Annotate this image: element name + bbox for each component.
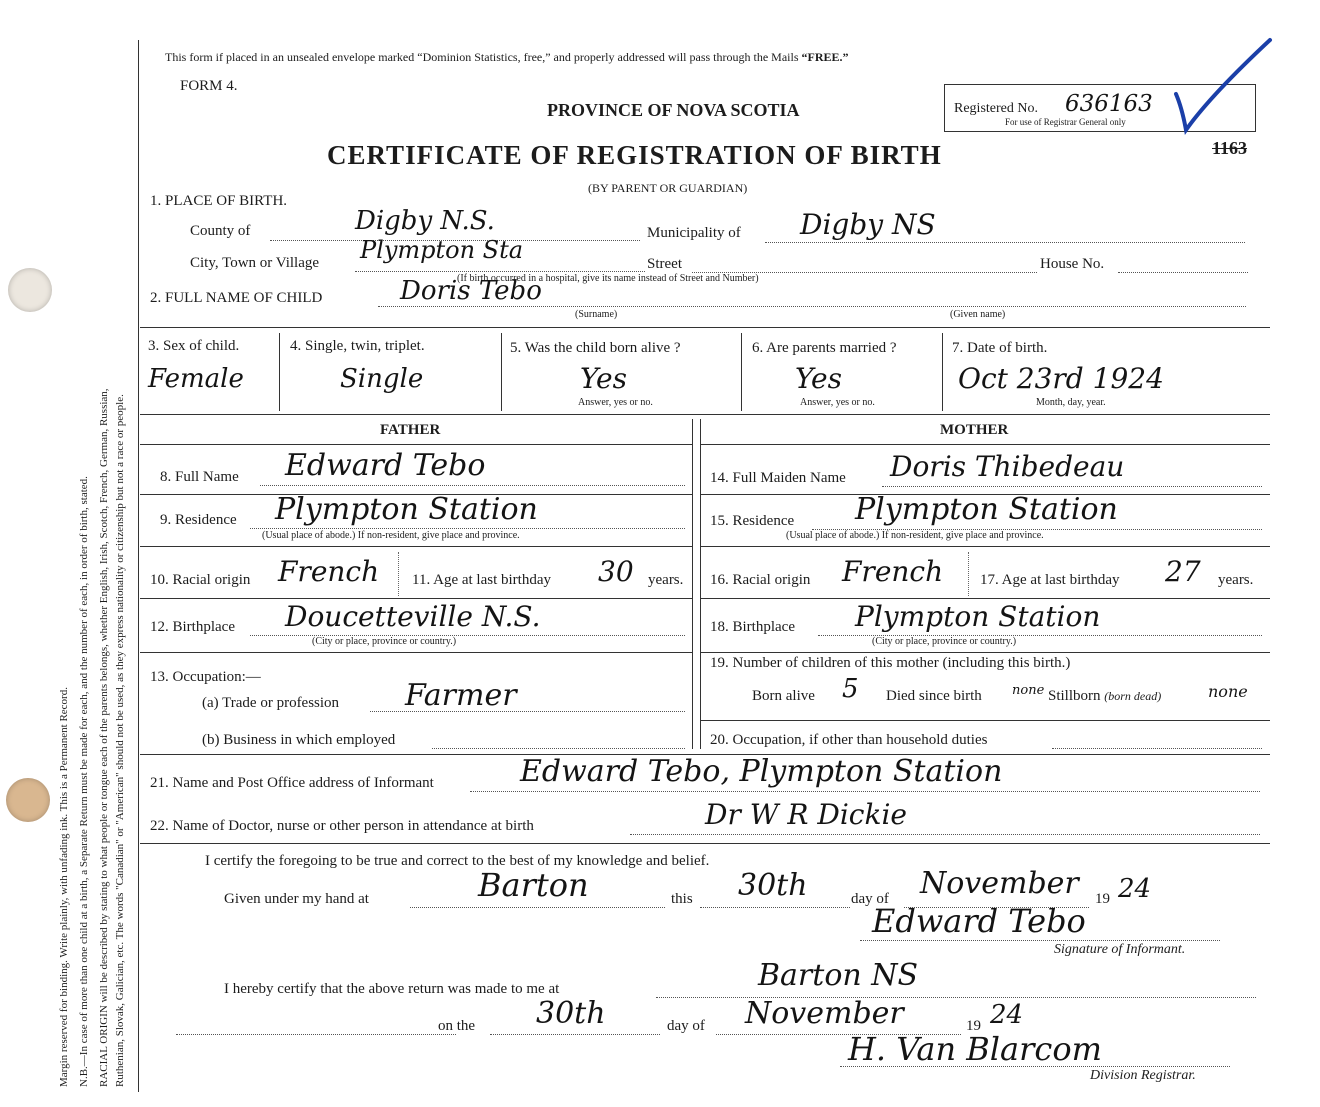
mother-years: years. xyxy=(1218,572,1254,588)
informant-label: 21. Name and Post Office address of Informant xyxy=(150,775,434,791)
born-alive-label: Born alive xyxy=(752,688,815,704)
registrar-use-note: For use of Registrar General only xyxy=(1005,117,1126,127)
died-value: none xyxy=(1012,683,1045,698)
municipality-label: Municipality of xyxy=(647,225,741,241)
informant-signature-label: Signature of Informant. xyxy=(1054,942,1186,957)
registrar-signature-label: Division Registrar. xyxy=(1090,1068,1196,1083)
father-residence-value: Plympton Station xyxy=(275,492,538,527)
mother-residence-note: (Usual place of abode.) If non-resident, give place and province. xyxy=(786,530,1044,541)
mother-occupation-label: 20. Occupation, if other than household duties xyxy=(710,732,988,748)
father-age-label: 11. Age at last birthday xyxy=(412,572,551,588)
father-name-value: Edward Tebo xyxy=(285,448,486,483)
registrar-statement: I hereby certify that the above return was made to me at xyxy=(224,981,560,997)
registrar-day-of: day of xyxy=(667,1018,705,1034)
dob-value: Oct 23rd 1924 xyxy=(958,362,1164,395)
left-border xyxy=(138,40,139,1092)
city-label: City, Town or Village xyxy=(190,255,320,271)
father-birthplace-label: 12. Birthplace xyxy=(150,619,235,635)
street-label: Street xyxy=(647,256,682,272)
father-age-value: 30 xyxy=(598,555,634,588)
mother-age-value: 27 xyxy=(1165,555,1201,588)
county-label: County of xyxy=(190,223,251,239)
child-name-label: 2. FULL NAME OF CHILD xyxy=(150,290,323,306)
married-label: 6. Are parents married ? xyxy=(752,340,897,356)
father-birthplace-value: Doucetteville N.S. xyxy=(285,600,541,633)
dob-note: Month, day, year. xyxy=(1036,397,1106,408)
mail-note xyxy=(165,50,849,65)
page-subtitle: (BY PARENT OR GUARDIAN) xyxy=(588,181,748,195)
municipality-value: Digby NS xyxy=(800,208,936,241)
place-heading: 1. PLACE OF BIRTH. xyxy=(150,193,288,209)
mother-heading: MOTHER xyxy=(940,422,1009,438)
mail-note-free: “FREE.” xyxy=(801,50,849,64)
mother-age-label: 17. Age at last birthday xyxy=(980,572,1120,588)
mother-residence-label: 15. Residence xyxy=(710,513,795,529)
given-place: Barton xyxy=(478,866,589,904)
given-name-label: (Given name) xyxy=(950,309,1006,320)
margin-note-multiple-births: N.B.—In case of more than one child at a birth, a Separate Return must be made for each, and the number of each, in order of birth, stated. xyxy=(78,476,90,1087)
registered-value: 636163 xyxy=(1065,91,1153,117)
plurality-label: 4. Single, twin, triplet. xyxy=(290,338,425,354)
informant-signature: Edward Tebo xyxy=(872,902,1086,940)
hospital-note: (If birth occurred in a hospital, give its name instead of Street and Number) xyxy=(457,273,759,284)
given-year-suffix: 24 xyxy=(1118,874,1152,904)
mother-residence-value: Plympton Station xyxy=(855,492,1118,527)
mother-children-label: 19. Number of children of this mother (including this birth.) xyxy=(710,655,1071,671)
given-month: November xyxy=(920,866,1079,901)
check-mark-icon xyxy=(1170,36,1280,136)
registrar-place: Barton NS xyxy=(758,958,919,993)
certify-statement: I certify the foregoing to be true and correct to the best of my knowledge and belief. xyxy=(205,853,710,869)
father-trade-label: (a) Trade or profession xyxy=(202,695,340,711)
registrar-signature: H. Van Blarcom xyxy=(848,1030,1102,1068)
form-number: FORM 4. xyxy=(180,78,238,94)
sex-value: Female xyxy=(148,364,244,394)
dob-label: 7. Date of birth. xyxy=(952,340,1048,356)
margin-notes xyxy=(0,0,140,1107)
mother-name-label: 14. Full Maiden Name xyxy=(710,470,846,486)
city-value: Plympton Sta xyxy=(360,236,524,264)
stillborn-value: none xyxy=(1208,682,1248,701)
married-value: Yes xyxy=(795,362,842,395)
plurality-value: Single xyxy=(340,364,424,394)
died-label: Died since birth xyxy=(886,688,982,704)
father-trade-value: Farmer xyxy=(405,678,517,713)
child-name-value: Doris Tebo xyxy=(400,276,542,306)
given-year-prefix: 19 xyxy=(1095,891,1110,907)
registered-label: Registered No. xyxy=(954,101,1038,116)
alive-answer-note: Answer, yes or no. xyxy=(578,397,653,408)
house-label: House No. xyxy=(1040,256,1105,272)
father-business-label: (b) Business in which employed xyxy=(202,732,396,748)
father-occupation-label: 13. Occupation:— xyxy=(150,669,261,685)
margin-note-binding: Margin reserved for binding. Write plainly, with unfading ink. This is a Permanent Record. xyxy=(58,687,70,1087)
father-racial-value: French xyxy=(278,555,380,588)
doctor-value: Dr W R Dickie xyxy=(705,798,907,831)
father-birthplace-note: (City or place, province or country.) xyxy=(312,636,457,647)
registrar-year-prefix: 19 xyxy=(966,1018,981,1034)
father-years: years. xyxy=(648,572,684,588)
margin-note-racial-origin-cont: Ruthenian, Slovak, Galician, etc. The words "Canadian" or "American" should not be used, as they express nationality or citizenship but not a race or people. xyxy=(114,394,126,1087)
mother-birthplace-label: 18. Birthplace xyxy=(710,619,795,635)
father-heading: FATHER xyxy=(380,422,441,438)
sex-label: 3. Sex of child. xyxy=(148,338,240,354)
corner-number: 1163 xyxy=(1212,138,1248,158)
mother-racial-value: French xyxy=(842,555,944,588)
registrar-day: 30th xyxy=(536,996,606,1031)
informant-value: Edward Tebo, Plympton Station xyxy=(520,754,1003,789)
stillborn-note: (born dead) xyxy=(1104,689,1162,703)
father-racial-label: 10. Racial origin xyxy=(150,572,251,588)
stillborn-label xyxy=(1048,688,1161,705)
stillborn-label-text: Stillborn xyxy=(1048,688,1101,704)
surname-label: (Surname) xyxy=(575,309,618,320)
on-the-label: on the xyxy=(438,1018,476,1034)
given-day: 30th xyxy=(738,868,808,903)
alive-value: Yes xyxy=(580,362,627,395)
mother-name-value: Doris Thibedeau xyxy=(890,450,1125,483)
given-day-of: day of xyxy=(851,891,889,907)
father-name-label: 8. Full Name xyxy=(160,469,239,485)
registrar-year-suffix: 24 xyxy=(990,1000,1024,1030)
margin-note-racial-origin: RACIAL ORIGIN will be described by stating to what people or tongue each of the parents belongs, whether English, Irish, Scotch, French, German, Russian, xyxy=(98,388,110,1087)
mother-birthplace-note: (City or place, province or country.) xyxy=(872,636,1017,647)
county-value: Digby N.S. xyxy=(355,206,495,236)
this-label: this xyxy=(671,891,693,907)
father-residence-label: 9. Residence xyxy=(160,512,237,528)
married-answer-note: Answer, yes or no. xyxy=(800,397,875,408)
page-title: CERTIFICATE OF REGISTRATION OF BIRTH xyxy=(327,140,942,170)
alive-label: 5. Was the child born alive ? xyxy=(510,340,681,356)
given-label: Given under my hand at xyxy=(224,891,369,907)
doctor-label: 22. Name of Doctor, nurse or other person in attendance at birth xyxy=(150,818,534,834)
registrar-month: November xyxy=(745,996,904,1031)
born-alive-value: 5 xyxy=(842,674,859,704)
mother-birthplace-value: Plympton Station xyxy=(855,600,1101,633)
mother-racial-label: 16. Racial origin xyxy=(710,572,811,588)
mail-note-text: This form if placed in an unsealed envelope marked “Dominion Statistics, free,” and properly addressed will pass through the Mails xyxy=(165,50,802,64)
province-title: PROVINCE OF NOVA SCOTIA xyxy=(547,100,800,120)
father-residence-note: (Usual place of abode.) If non-resident, give place and province. xyxy=(262,530,520,541)
